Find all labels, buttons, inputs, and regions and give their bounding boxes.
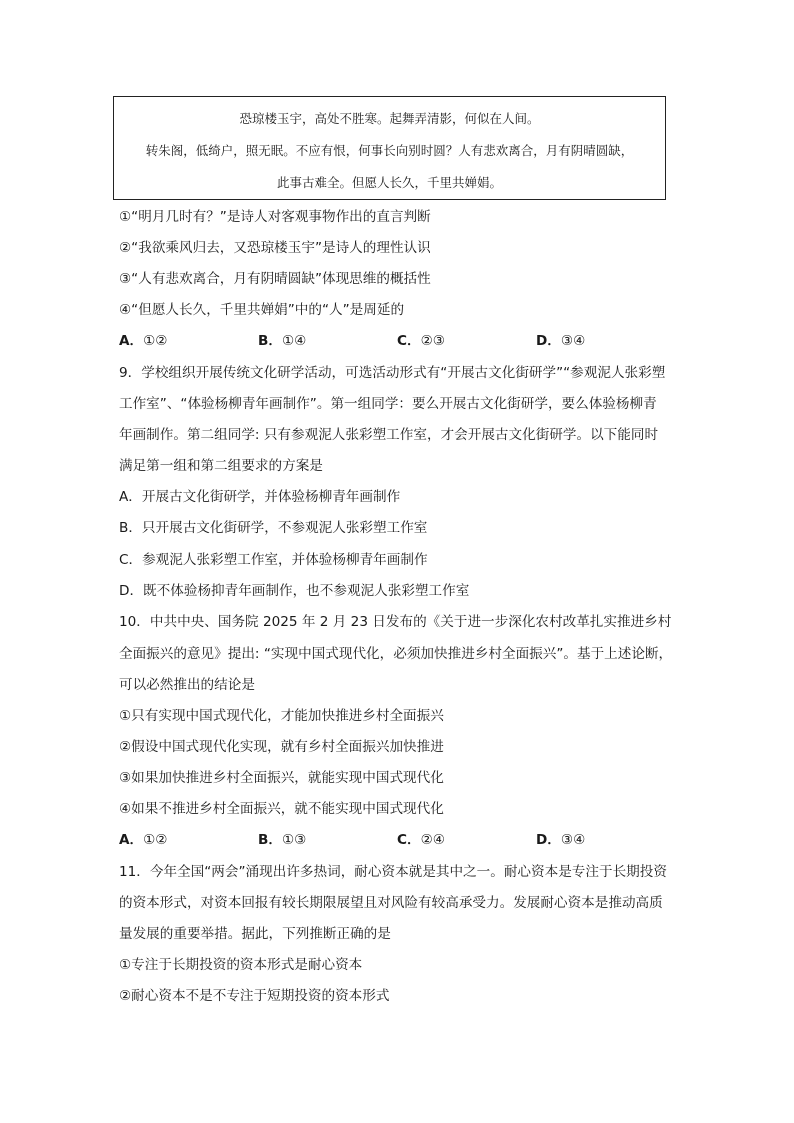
option-text: ③④ — [560, 333, 586, 349]
q9-stem-line: 满足第一组和第二组要求的方案是 — [119, 458, 323, 474]
poem-line: 此事古难全。但愿人长久，千里共婵娟。 — [276, 175, 502, 190]
q10-statement: ①只有实现中国式现代化，才能加快推进乡村全面振兴 — [119, 708, 444, 724]
q10-stem-line: 全面振兴的意见》提出: “实现中国式现代化，必须加快推进乡村全面振兴”。基于上述论断， — [119, 646, 673, 662]
q9-stem-line: 工作室”、“体验杨柳青年画制作”。第一组同学：要么开展古文化街研学，要么体验杨柳青 — [119, 396, 657, 412]
q11-statement: ②耐心资本不是不专注于短期投资的资本形式 — [119, 988, 390, 1004]
q10-stem-line: 10．中共中央、国务院 2025 年 2 月 23 日发布的《关于进一步深化农村改革扎实推进乡村 — [119, 614, 672, 630]
option-text: ①④ — [281, 333, 307, 349]
q9-choice-a[interactable]: A．开展古文化街研学，并体验杨柳青年画制作 — [119, 489, 401, 505]
q10-options — [119, 830, 679, 850]
q9-choice-d[interactable]: D．既不体验杨抑青年画制作，也不参观泥人张彩塑工作室 — [119, 583, 470, 599]
q11-stem-line: 的资本形式，对资本回报有较长期限展望且对风险有较高承受力。发展耐心资本是推动高质 — [119, 895, 663, 911]
q11-stem-line: 11．今年全国“两会”涌现出许多热词，耐心资本就是其中之一。耐心资本是专注于长期投资 — [119, 864, 667, 880]
option-text: ③④ — [560, 832, 586, 848]
q8-statement: ④“但愿人长久，千里共婵娟”中的“人”是周延的 — [119, 302, 405, 318]
q8-statement: ①“明月几时有？”是诗人对客观事物作出的直言判断 — [119, 209, 431, 225]
option-text: ①② — [143, 832, 168, 848]
q11-stem-line: 量发展的重要举措。据此，下列推断正确的是 — [119, 926, 391, 942]
option-text: ②④ — [420, 832, 445, 848]
q8-options — [119, 331, 679, 351]
option-text: ①③ — [281, 832, 307, 848]
q10-stem-line: 可以必然推出的结论是 — [119, 677, 255, 693]
q11-statement: ①专注于长期投资的资本形式是耐心资本 — [119, 957, 363, 973]
q10-statement: ④如果不推进乡村全面振兴，就不能实现中国式现代化 — [119, 801, 444, 817]
q8-option-b[interactable] — [258, 331, 306, 351]
q10-option-a[interactable] — [119, 830, 168, 850]
option-text: ②③ — [420, 333, 445, 349]
option-letter: C． — [397, 832, 421, 848]
q8-option-c[interactable] — [397, 331, 445, 351]
q9-choice-b[interactable]: B．只开展古文化街研学，不参观泥人张彩塑工作室 — [119, 520, 428, 536]
option-letter: B． — [258, 333, 282, 349]
q10-option-d[interactable] — [536, 830, 585, 850]
q10-option-b[interactable] — [258, 830, 306, 850]
option-letter: A． — [119, 832, 144, 848]
option-letter: D． — [536, 832, 561, 848]
poem-line: 转朱阁，低绮户，照无眠。不应有恨，何事长向别时圆？人有悲欢离合，月有阴晴圆缺， — [145, 143, 634, 158]
q8-statement: ③“人有悲欢离合，月有阴晴圆缺”体现思维的概括性 — [119, 271, 431, 287]
q9-stem-line: 年画制作。第二组同学: 只有参观泥人张彩塑工作室，才会开展古文化街研学。以下能同时 — [119, 427, 659, 443]
q8-statement: ②“我欲乘风归去，又恐琼楼玉宇”是诗人的理性认识 — [119, 240, 431, 256]
option-letter: C． — [397, 333, 421, 349]
q8-option-a[interactable] — [119, 331, 168, 351]
q10-statement: ③如果加快推进乡村全面振兴，就能实现中国式现代化 — [119, 770, 444, 786]
option-letter: D． — [536, 333, 561, 349]
option-text: ①② — [143, 333, 168, 349]
poem-line: 恐琼楼玉宇，高处不胜寒。起舞弄清影，何似在人间。 — [239, 111, 540, 126]
q10-option-c[interactable] — [397, 830, 445, 850]
q10-statement: ②假设中国式现代化实现，就有乡村全面振兴加快推进 — [119, 739, 444, 755]
q8-option-d[interactable] — [536, 331, 585, 351]
q9-choice-c[interactable]: C．参观泥人张彩塑工作室，并体验杨柳青年画制作 — [119, 552, 428, 568]
option-letter: A． — [119, 333, 144, 349]
poem-box — [113, 96, 666, 200]
option-letter: B． — [258, 832, 282, 848]
q9-stem-line: 9．学校组织开展传统文化研学活动，可选活动形式有“开展古文化街研学”“参观泥人张彩塑 — [119, 365, 666, 381]
